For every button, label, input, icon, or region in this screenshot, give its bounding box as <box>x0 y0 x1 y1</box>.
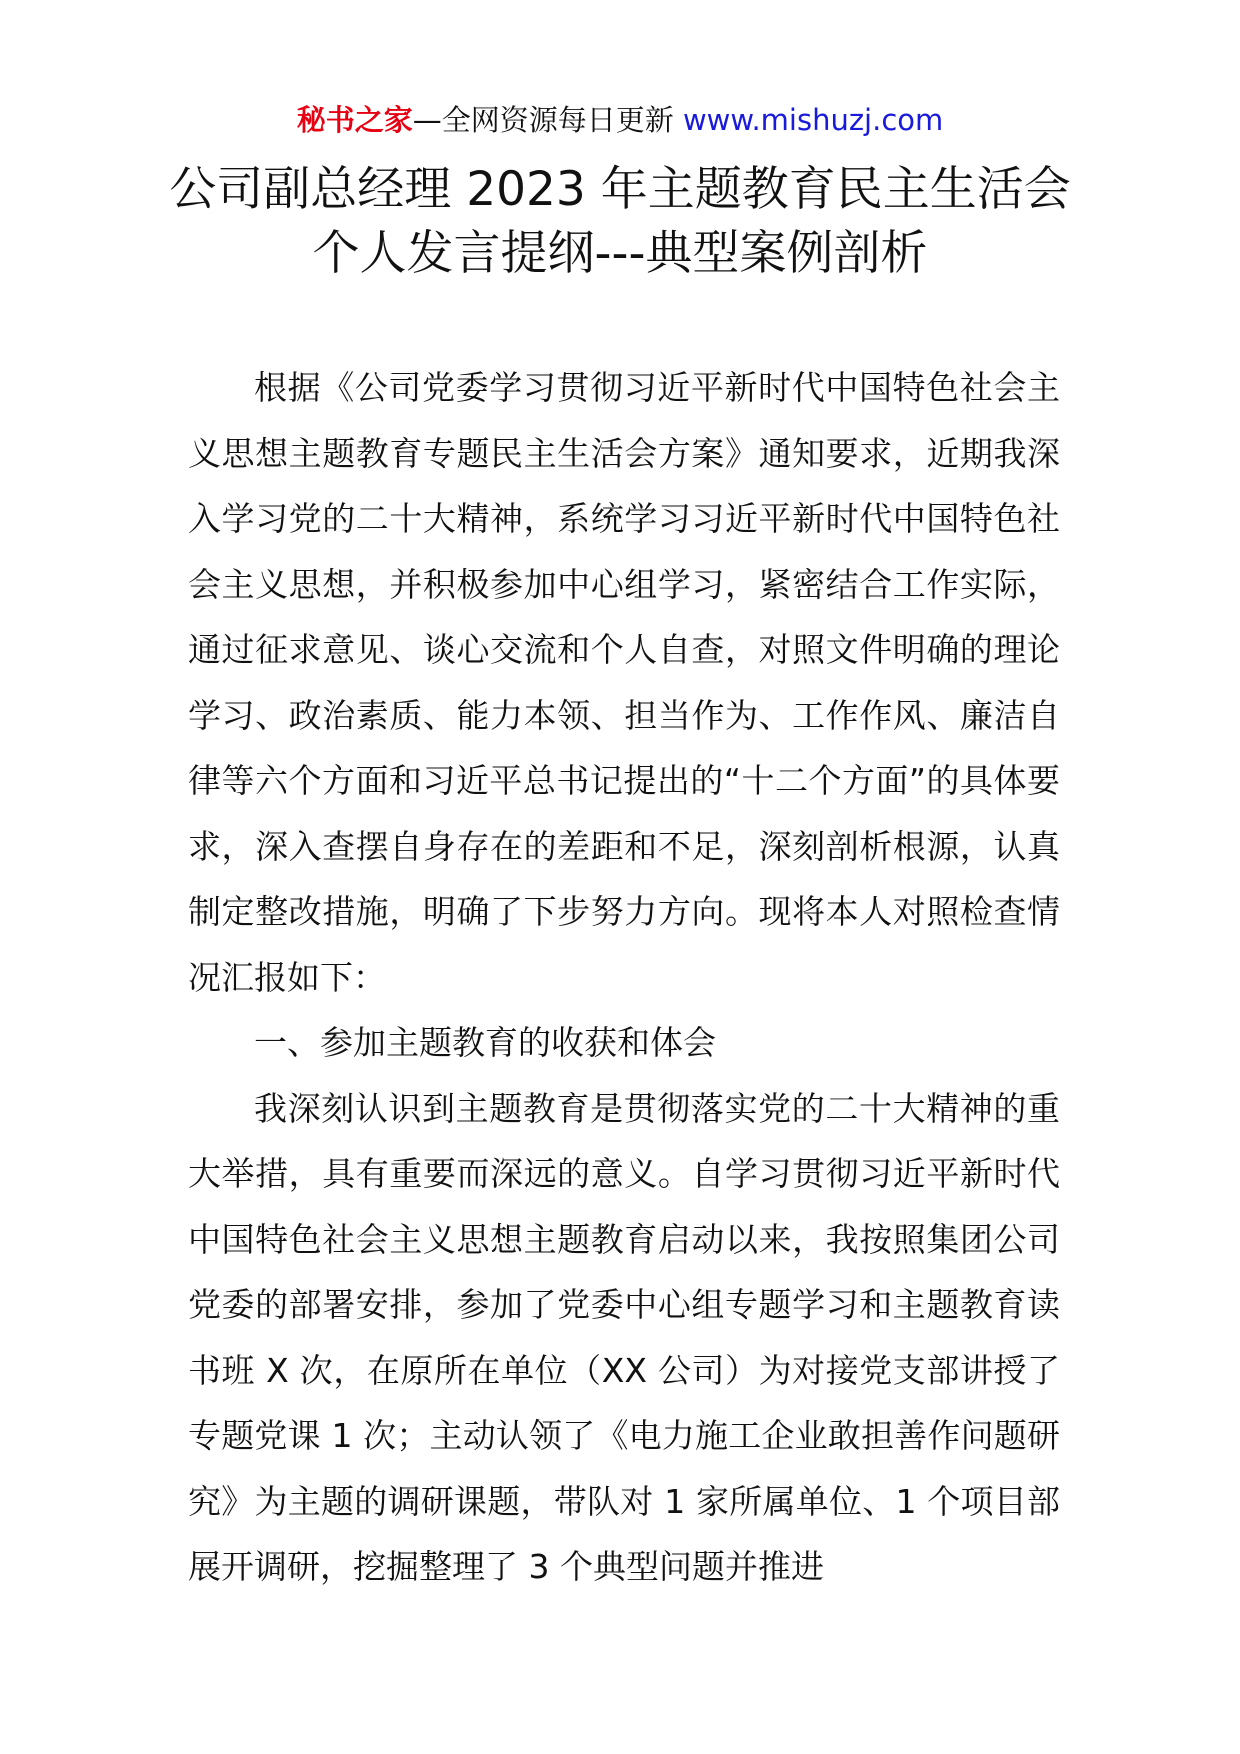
document-body <box>188 355 1060 1600</box>
document-title <box>0 158 1240 286</box>
brand-url-link[interactable]: www.mishuzj.com <box>682 103 944 137</box>
paragraph-intro: 根据《公司党委学习贯彻习近平新时代中国特色社会主义思想主题教育专题民主生活会方案》通知要求，近期我深入学习党的二十大精神，系统学习习近平新时代中国特色社会主义思想，并积极参加中心组学习，紧密结合工作实际，通过征求意见、谈心交流和个人自查，对照文件明确的理论学习、政治素质、能力本领、担当作为、工作作风、廉洁自律等六个方面和习近平总书记提出的“十二个方面”的具体要求，深入查摆自身存在的差距和不足，深刻剖析根源，认真制定整改措施，明确了下步努力方向。现将本人对照检查情况汇报如下： <box>188 368 1060 997</box>
section-heading-1: 一、参加主题教育的收获和体会 <box>254 1023 716 1062</box>
title-line-2: 个人发言提纲---典型案例剖析 <box>312 226 928 281</box>
site-banner <box>0 100 1240 140</box>
brand-name: 秘书之家 <box>296 103 413 137</box>
paragraph-section-1: 我深刻认识到主题教育是贯彻落实党的二十大精神的重大举措，具有重要而深远的意义。自学习贯彻习近平新时代中国特色社会主义思想主题教育启动以来，我按照集团公司党委的部署安排，参加了党委中心组专题学习和主题教育读书班 X 次，在原所在单位（XX 公司）为对接党支部讲授了专题党课 1 次；主动认领了《电力施工企业敢担善作问题研究》为主题的调研课题，带队对 1 家所属单位、1 个项目部展开调研，挖掘整理了 3 个典型问题并推进 <box>188 1088 1060 1586</box>
title-line-1: 公司副总经理 2023 年主题教育民主生活会 <box>169 162 1071 217</box>
brand-slogan: —全网资源每日更新 <box>412 103 683 137</box>
